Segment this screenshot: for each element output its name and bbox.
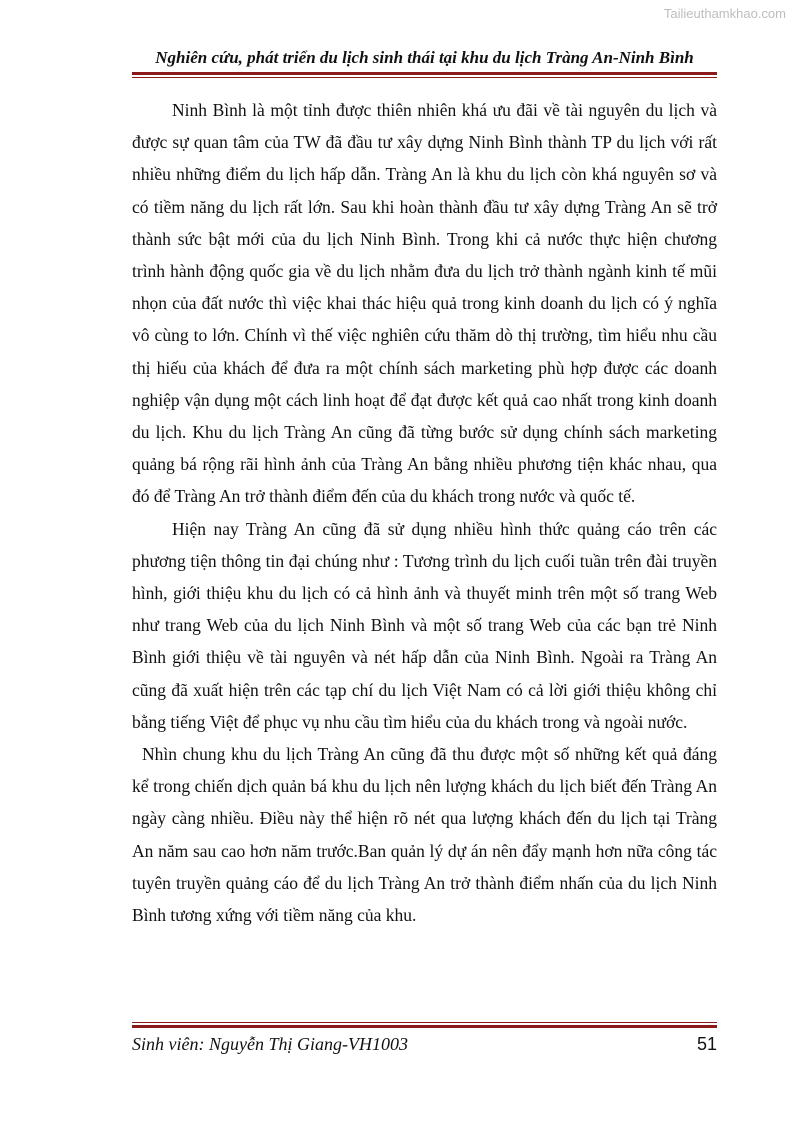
header-rule-thin xyxy=(132,77,717,78)
page-header-title: Nghiên cứu, phát triển du lịch sinh thái tại khu du lịch Tràng An-Ninh Bình xyxy=(155,48,694,67)
watermark: Tailieuthamkhao.com xyxy=(663,6,786,21)
document-body xyxy=(132,94,717,931)
paragraph-3: Nhìn chung khu du lịch Tràng An cũng đã thu được một số những kết quả đáng kể trong chiến dịch quản bá khu du lịch nên lượng khách du lịch biết đến Tràng An ngày càng nhiều. Điều này thể hiện rõ nét qua lượng khách đến du lịch tại Tràng An năm sau cao hơn năm trước.Ban quản lý dự án nên đẩy mạnh hơn nữa công tác tuyên truyền quảng cáo để du lịch Tràng An trở thành điểm nhấn của du lịch Ninh Bình tương xứng với tiềm năng của khu. xyxy=(132,744,717,926)
header-rule-thick xyxy=(132,72,717,75)
paragraph-2: Hiện nay Tràng An cũng đã sử dụng nhiều hình thức quảng cáo trên các phương tiện thông tin đại chúng như : Tương trình du lịch cuối tuần trên đài truyền hình, giới thiệu khu du lịch có cả hình ảnh và thuyết minh trên một số trang Web như trang Web của du lịch Ninh Bình và một số trang Web của các bạn trẻ Ninh Bình giới thiệu về tài nguyên và nét hấp dẫn của Ninh Bình. Ngoài ra Tràng An cũng đã xuất hiện trên các tạp chí du lịch Việt Nam có cả lời giới thiệu không chỉ bằng tiếng Việt để phục vụ nhu cầu tìm hiểu của du khách trong và ngoài nước. xyxy=(132,518,717,732)
paragraph-1: Ninh Bình là một tỉnh được thiên nhiên khá ưu đãi về tài nguyên du lịch và được sự quan tâm của TW đã đầu tư xây dựng Ninh Bình thành TP du lịch với rất nhiều những điểm du lịch hấp dẫn. Tràng An là khu du lịch còn khá nguyên sơ và có tiềm năng du lịch rất lớn. Sau khi hoàn thành đầu tư xây dựng Tràng An sẽ trở thành sức bật mới của du lịch Ninh Bình. Trong khi cả nước thực hiện chương trình hành động quốc gia về du lịch nhằm đưa du lịch trở thành ngành kinh tế mũi nhọn của đất nước thì việc khai thác hiệu quả trong kinh doanh du lịch có ý nghĩa vô cùng to lớn. Chính vì thế việc nghiên cứu thăm dò thị trường, tìm hiểu nhu cầu thị hiếu của khách để đưa ra một chính sách marketing phù hợp được các doanh nghiệp vận dụng một cách linh hoạt để đạt được kết quả cao nhất trong kinh doanh du lịch. Khu du lịch Tràng An cũng đã từng bước sử dụng chính sách marketing quảng bá rộng rãi hình ảnh của Tràng An bằng nhiều phương tiện khác nhau, qua đó để Tràng An trở thành điểm đến của du khách trong nước và quốc tế. xyxy=(132,100,717,507)
footer-student-name: Sinh viên: Nguyễn Thị Giang-VH1003 xyxy=(132,1034,408,1054)
page-number: 51 xyxy=(696,1034,717,1054)
footer-rule-thick xyxy=(132,1025,717,1028)
footer-rule-thin xyxy=(132,1022,717,1023)
